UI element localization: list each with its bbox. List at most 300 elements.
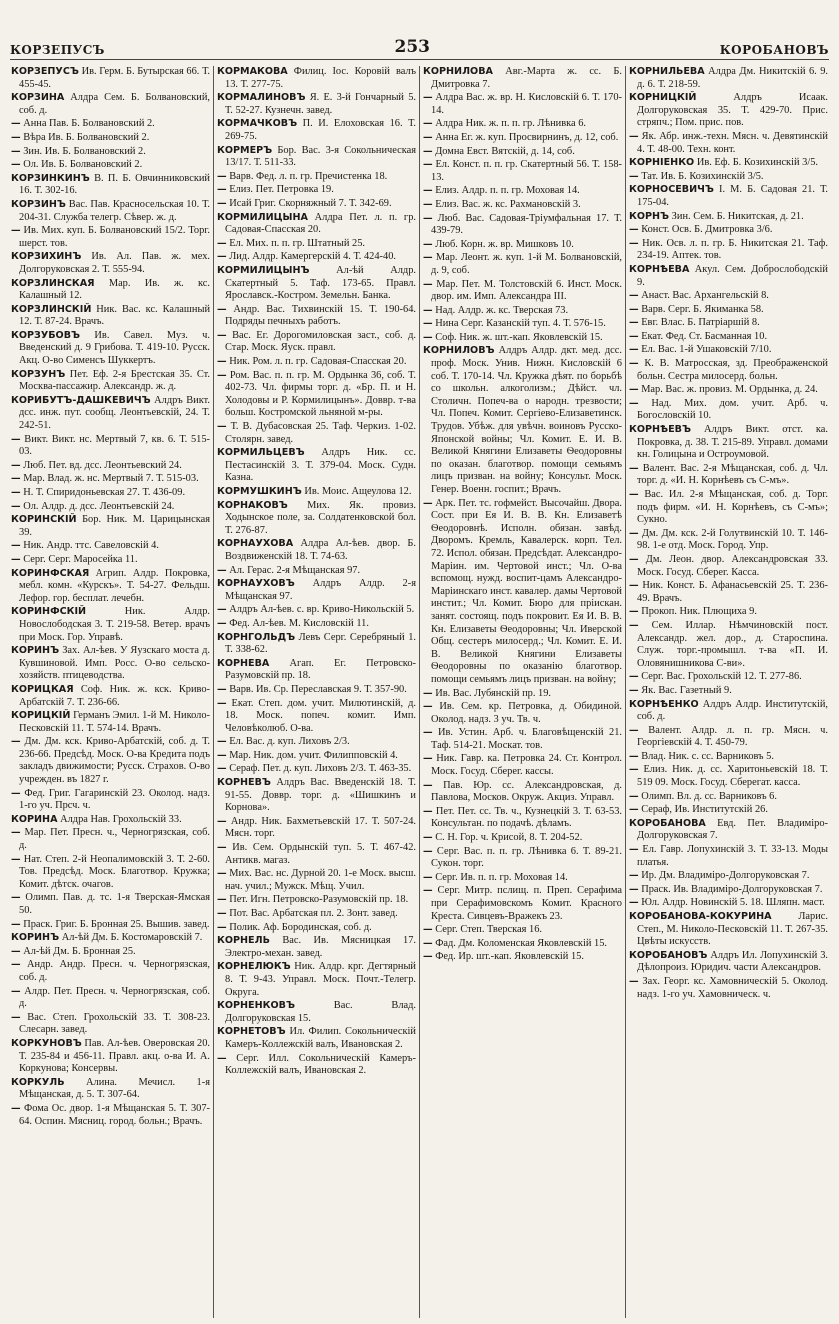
directory-column	[625, 66, 831, 1318]
entry-surname: —	[423, 331, 433, 343]
entry-surname: —	[629, 344, 639, 356]
directory-entry	[11, 514, 210, 539]
directory-entry	[629, 92, 828, 130]
entry-details: Алдръ Ил. Лопухинскій 3. Дѣлопроиз. Юридич. части Александров.	[637, 949, 828, 974]
entry-surname: КОРНИЦКІЙ	[629, 92, 697, 104]
entry-surname: КОРИЦКІЙ	[11, 710, 71, 722]
entry-surname: —	[217, 894, 227, 906]
entry-details: Пет. Еф. 2-я Брестская 35. Ст. Москва-пассажир. Александр. ж. д.	[19, 368, 210, 393]
entry-details: Пет. Игн. Петровско-Разумовскій пр. 18.	[226, 894, 409, 906]
entry-details: Люб. Пет. вд. дсс. Леонтьевский 24.	[20, 459, 182, 471]
directory-entry	[11, 827, 210, 852]
entry-details: Ир. Дм. Владиміро-Долгоруковская 7.	[638, 870, 810, 882]
entry-details: Влад. Ник. с. сс. Варниковъ 5.	[638, 750, 774, 762]
entry-surname: —	[423, 159, 433, 171]
directory-entry	[629, 976, 828, 1001]
entry-surname: —	[11, 736, 21, 748]
directory-entry	[423, 199, 622, 212]
entry-details: Зин. Ив. Б. Болвановский 2.	[20, 145, 146, 157]
entry-surname: —	[423, 238, 433, 250]
entry-surname: —	[423, 845, 433, 857]
entry-surname: КОРМАКОВА	[217, 66, 288, 77]
directory-entry	[11, 225, 210, 250]
directory-entry	[217, 842, 416, 867]
entry-surname: —	[11, 918, 21, 930]
directory-entry	[11, 278, 210, 303]
directory-entry	[629, 157, 828, 170]
entry-surname: —	[629, 844, 639, 856]
entry-details: Ром. Вас. п. п. гр. М. Ордынка 36, соб. Т. 402-73. Чл. фирмы торг. д. «Бр. П. и Н. Холодовы и Р. Кормилицынъ». Доввр. т-ва больш. Костромской льняной м-ры.	[225, 369, 416, 419]
entry-details: Мих. Як. провиз. Ходынское поле, за. Солдатенковской бол. Т. 276-87.	[225, 499, 416, 536]
entry-details: Алдръ Алдр. Институтскій, соб. д.	[637, 698, 828, 723]
entry-details: Фед. Григ. Гагаринскій 23. Околод. надз. 1-го уч. Прсч. ч.	[19, 787, 210, 812]
directory-entry	[217, 92, 416, 117]
entry-details: Филиц. Іос. Коровій валъ 13. Т. 277-75.	[225, 66, 416, 90]
directory-entry	[217, 935, 416, 960]
entry-surname: —	[11, 959, 21, 971]
directory-entry	[423, 318, 622, 331]
entry-surname: —	[11, 1011, 21, 1023]
directory-entry	[423, 92, 622, 117]
entry-details: К. В. Матросская, зд. Преображенской больн. Сестра милосерд. больн.	[637, 358, 828, 382]
entry-details: І. М. Б. Садовая 21. Т. 175-04.	[637, 184, 828, 208]
entry-surname: —	[217, 421, 227, 433]
directory-entry	[217, 816, 416, 841]
entry-surname: —	[11, 459, 21, 471]
directory-entry	[423, 332, 622, 345]
entry-surname: КОРНЕЛЬ	[217, 935, 270, 947]
entry-surname: КОРНИЛЬЕВА	[629, 66, 705, 77]
entry-details: Т. В. Дубасовская 25. Таф. Черкиз. 1-02. Столярн. завед.	[225, 421, 416, 445]
entry-surname: КОРНОСЕВИЧЪ	[629, 184, 714, 196]
directory-entry	[217, 145, 416, 170]
directory-entry	[423, 938, 622, 951]
entry-surname: —	[423, 871, 433, 883]
directory-entry	[11, 946, 210, 959]
entry-details: Алдра Ал-ѣев. двор. Б. Воздвиженскій 18. Т. 74-63.	[225, 538, 416, 562]
entry-surname: —	[11, 473, 21, 485]
entry-details: Анна Ег. ж. куп. Просвирнинъ, д. 12, соб.	[432, 131, 619, 143]
entry-surname: —	[629, 619, 639, 631]
header-left-guide-word: КОРЗЕПУСЪ	[10, 43, 105, 57]
directory-entry	[11, 251, 210, 276]
entry-surname: КОРНЕВА	[217, 657, 270, 669]
entry-surname: КОРОБАНОВА-КОКУРИНА	[629, 911, 772, 922]
entry-details: Соф. Ник. ж. шт.-кап. Яковлевскій 15.	[432, 331, 603, 343]
entry-details: Ив. Герм. Б. Бутырская 66. Т. 455-45.	[19, 66, 210, 90]
entry-surname: —	[629, 303, 639, 315]
entry-surname: —	[629, 750, 639, 762]
entry-details: Исай Григ. Скорняжный 7. Т. 342-69.	[226, 197, 392, 209]
entry-surname: КОРМАЛИНОВЪ	[217, 92, 306, 104]
directory-entry	[629, 725, 828, 750]
entry-surname: КОРЗИНКИНЪ	[11, 172, 90, 184]
entry-details: Елиз. Ник. д. сс. Харитоньевскій 18. Т. 519 09. Моск. Госуд. Сберегат. касса.	[637, 764, 828, 789]
entry-details: Як. Абр. инж.-техн. Мясн. ч. Девятинскій 4. Т. 48-00. Техн. конт.	[637, 130, 828, 155]
entry-details: Пет. Пет. сс. Тв. ч., Кузнецкій 3. Т. 63-53. Консультан. по подачѣ. дѣламъ.	[431, 805, 622, 830]
entry-details: Ив. Мих. куп. Б. Болвановский 15/2. Торг. шерст. тов.	[19, 225, 210, 249]
entry-surname: —	[11, 892, 21, 904]
entry-surname: —	[423, 885, 433, 897]
entry-details: Евд. Пет. Владиміро-Долгоруковская 7.	[637, 817, 828, 842]
entry-details: Пот. Вас. Арбатская пл. 2. Зонт. завед.	[226, 908, 398, 919]
entry-details: Агрип. Алдр. Покровка, мебл. комн. «Курскъ». Т. 54-27. Фельдш. Лефор. гор. бесплат. лечебн.	[19, 567, 210, 604]
entry-details: Серг. Вас. п. п. гр. Лѣнивка 6. Т. 89-21. Сукон. торг.	[431, 845, 622, 870]
entry-surname: —	[217, 815, 227, 827]
directory-entry	[217, 632, 416, 657]
entry-surname: —	[217, 1052, 227, 1064]
entry-surname: КОРИНФСКІЙ	[11, 606, 87, 618]
entry-details: Ив. Моис. Ащеулова 12.	[301, 486, 412, 497]
entry-surname: КОРМАЧКОВЪ	[217, 118, 298, 130]
entry-surname: —	[217, 170, 227, 182]
entry-details: Зах. Ал-ѣев. У Яузскаго моста д. Кувшиновой. Имп. Росс. О-во сельско-хозяйств. птицеводства.	[19, 645, 210, 682]
directory-entry	[629, 671, 828, 684]
entry-surname: —	[629, 684, 639, 696]
entry-surname: —	[217, 564, 227, 576]
entry-surname: —	[629, 290, 639, 302]
entry-details: Як. Вас. Газетный 9.	[638, 684, 732, 696]
entry-details: Олимп. Пав. д. тс. 1-я Тверская-Ямская 50.	[19, 892, 210, 916]
entry-surname: —	[217, 908, 227, 919]
entry-details: Ел. Мих. п. п. гр. Штатный 25.	[226, 237, 365, 249]
directory-entry	[423, 252, 622, 277]
directory-entry	[423, 239, 622, 252]
entry-surname: —	[11, 553, 21, 565]
entry-details: Алдръ Ник. сс. Пестасинскій 3. Т. 379-04. Моск. Судн. Казна.	[225, 447, 416, 484]
entry-details: Ил. Филип. Сокольническій Камеръ-Коллежскій валъ, Ивановская 2.	[225, 1026, 416, 1050]
entry-surname: —	[629, 397, 639, 409]
entry-details: Бор. Вас. 3-я Сокольническая 13/17. Т. 511-33.	[225, 144, 416, 169]
entry-surname: —	[629, 130, 639, 142]
entry-surname: КОРНѢЕВА	[629, 263, 690, 275]
entry-details: Акул. Сем. Доброслободскій 9.	[637, 263, 828, 288]
directory-entry	[11, 1103, 210, 1128]
entry-surname: —	[11, 159, 21, 171]
entry-surname: —	[629, 724, 639, 736]
directory-entry	[629, 489, 828, 527]
directory-entry	[629, 304, 828, 317]
directory-entry	[11, 173, 210, 198]
entry-details: Полик. Аф. Бородинская, соб. д.	[226, 921, 372, 933]
entry-details: Анна Пав. Б. Болвановский 2.	[20, 118, 155, 130]
entry-details: Фома Ос. двор. 1-я Мѣщанская 5. Т. 307-64. Оспин. Мясниц. город. больн.; Врачъ.	[19, 1102, 210, 1127]
entry-details: Алдра Пет. л. п. гр. Садовая-Спасская 20.	[225, 211, 416, 236]
entry-surname: —	[217, 329, 227, 341]
directory-entry	[629, 897, 828, 910]
directory-entry	[217, 868, 416, 893]
directory-entry	[629, 950, 828, 975]
entry-surname: —	[217, 237, 227, 249]
entry-surname: КОРНЪ	[629, 210, 670, 222]
entry-surname: —	[11, 225, 21, 237]
entry-surname: —	[11, 145, 21, 157]
entry-details: Алдръ Викт. дсс. инж. пут. сообщ. Леонтьевскій, 24. Т. 242-51.	[19, 394, 210, 432]
directory-entry	[629, 66, 828, 91]
entry-details: Елиз. Алдр. п. п. гр. Моховая 14.	[432, 185, 580, 197]
directory-entry	[217, 251, 416, 264]
entry-details: Зах. Георг. кс. Хамовническій 5. Околод. надз. 1-го уч. Хамовническ. ч.	[637, 975, 828, 1000]
entry-surname: КОРИНА	[11, 813, 58, 825]
directory-entry	[423, 885, 622, 923]
directory-entry	[217, 1000, 416, 1025]
directory-entry	[11, 986, 210, 1011]
entry-surname: —	[629, 330, 639, 342]
page-header	[10, 34, 829, 60]
directory-entry	[629, 554, 828, 579]
directory-entry	[423, 753, 622, 778]
directory-entry	[423, 118, 622, 131]
entry-details: Алдра Дм. Никитскій 6. 9. д. 6. Т. 218-59.	[637, 66, 828, 90]
entry-details: Алдра Вас. ж. вр. Н. Кисловскій 6. Т. 170-14.	[431, 92, 622, 116]
entry-details: Над. Алдр. ж. кс. Тверская 73.	[432, 304, 569, 316]
entry-surname: —	[629, 527, 639, 539]
entry-surname: —	[11, 787, 21, 799]
entry-surname: КОРНАУХОВЪ	[217, 578, 295, 590]
entry-details: Мих. Вас. нс. Дурной 20. 1-е Моск. высш. нач. учил.; Мужск. Мѣщ. Учил.	[225, 868, 416, 892]
directory-entry	[217, 330, 416, 355]
entry-details: Валент. Вас. 2-я Мѣщанская, соб. д. Чл. торг. д. «И. Н. Корнѣевъ съ С-мъ».	[637, 462, 828, 487]
entry-details: Праск. Ив. Владиміро-Долгоруковская 7.	[638, 883, 823, 895]
entry-details: Варв. Серг. Б. Якиманка 58.	[638, 303, 764, 315]
directory-entry	[217, 198, 416, 211]
entry-surname: —	[629, 883, 639, 895]
directory-entry	[423, 701, 622, 726]
directory-entry	[629, 317, 828, 330]
entry-details: Ив. Вас. Лубянскій пр. 19.	[432, 687, 552, 699]
entry-surname: —	[11, 827, 21, 839]
entry-surname: —	[11, 985, 21, 997]
entry-surname: КОРНГОЛЬДЪ	[217, 631, 296, 643]
entry-surname: —	[423, 687, 433, 699]
directory-entry	[217, 750, 416, 763]
entry-details: Люб. Корн. ж. вр. Мишковъ 10.	[432, 238, 574, 250]
entry-details: Серг. Серг. Маросейка 11.	[20, 553, 138, 565]
entry-details: Елиз. Пет. Петровка 19.	[226, 184, 334, 196]
entry-details: Сераф. Пет. д. куп. Лиховъ 2/3. Т. 463-35.	[226, 763, 412, 775]
directory-entry	[11, 395, 210, 433]
entry-surname: —	[423, 727, 433, 739]
directory-entry	[11, 919, 210, 932]
directory-entry	[629, 791, 828, 804]
entry-details: Валент. Алдр. л. п. гр. Мясн. ч. Георгіевскій 4. Т. 450-79.	[637, 724, 828, 749]
directory-entry	[217, 1026, 416, 1051]
directory-entry	[423, 132, 622, 145]
entry-surname: КОРНИЛОВЪ	[423, 345, 495, 357]
entry-surname: —	[629, 317, 639, 329]
entry-surname: КОРНѢЕВЪ	[629, 424, 691, 436]
entry-details: Алдръ Исаак. Долгоруковская 35. Т. 429-70. Прис. стряпч.; Пом. прис. пов.	[637, 92, 828, 129]
entry-details: Мар. Пет. Пресн. ч., Черногрязская, соб. д.	[19, 827, 210, 852]
entry-details: Ал. Герас. 2-я Мѣщанская 97.	[226, 564, 361, 576]
directory-entry	[217, 370, 416, 420]
directory-entry	[217, 184, 416, 197]
entry-surname: КОРНІЕНКО	[629, 157, 695, 169]
directory-entry	[629, 685, 828, 698]
entry-surname: КОРНЕТОВЪ	[217, 1026, 286, 1038]
directory-entry	[217, 684, 416, 697]
directory-entry	[217, 565, 416, 578]
entry-surname: —	[217, 617, 227, 629]
entry-details: Пав. Юр. сс. Александровская, д. Павлова, Москов. Окруж. Акциз. Управл.	[431, 779, 622, 804]
directory-entry	[217, 118, 416, 143]
entry-details: Соф. Ник. ж. кск. Криво-Арбатскій 7. Т. 236-66.	[19, 683, 210, 708]
directory-entry	[11, 788, 210, 813]
entry-surname: КОРНАКОВЪ	[217, 499, 288, 511]
entry-surname: —	[11, 487, 21, 498]
directory-entry	[423, 213, 622, 238]
entry-surname: —	[629, 606, 639, 618]
entry-surname: —	[423, 701, 433, 713]
entry-surname: КОРМИЛЬЦЕВЪ	[217, 447, 305, 459]
entry-surname: КОРМИЛИЦЫНЪ	[217, 264, 310, 276]
directory-entry	[629, 463, 828, 488]
entry-details: Ник. Конст. Б. Афанасьевскій 25. Т. 236-49. Врачъ.	[637, 580, 828, 604]
directory-entry	[423, 159, 622, 184]
entry-surname: —	[629, 897, 639, 909]
entry-details: Ал-ѣй Дм. Б. Бронная 25.	[20, 945, 136, 957]
directory-entry	[629, 211, 828, 224]
entry-surname: —	[217, 763, 227, 775]
entry-details: Ел. Гавр. Лопухинскій 3. Т. 33-13. Моды платья.	[637, 844, 828, 868]
entry-details: Андр. Ник. Бахметьевскій 17. Т. 507-24. Мясн. торг.	[225, 815, 416, 840]
directory-entry	[11, 146, 210, 159]
entry-details: Ив. Ал. Пав. ж. мех. Долгоруковская 2. Т. 555-94.	[19, 251, 210, 275]
entry-surname: КОРНАУХОВА	[217, 538, 294, 550]
entry-details: Андр. Вас. Тихвинскій 15. Т. 190-64. Подряды печныхъ работъ.	[225, 303, 416, 328]
entry-details: Вас. Пав. Красносельская 10. Т. 204-31. Служба телегр. Сѣвер. ж. д.	[19, 198, 210, 223]
directory-entry	[629, 184, 828, 209]
header-right-guide-word: КОРОБАНОВЪ	[719, 43, 829, 57]
directory-entry	[11, 92, 210, 117]
directory-entry	[217, 421, 416, 446]
entry-details: Алдръ Ал-ѣев. с. вр. Криво-Никольскій 5.	[226, 604, 415, 616]
directory-entry	[423, 498, 622, 687]
directory-entry	[11, 304, 210, 329]
directory-entry	[629, 804, 828, 817]
entry-surname: —	[217, 683, 227, 695]
directory-entry	[629, 398, 828, 423]
entry-details: Вас. Ив. Мясницкая 17. Электро-механ. завед.	[225, 935, 416, 959]
entry-surname: —	[629, 790, 639, 802]
entry-details: Ник. Андр. ттс. Савеловскій 4.	[20, 540, 159, 552]
entry-surname: КОРНИЛОВА	[423, 66, 493, 77]
entry-details: Евг. Влас. Б. Патріаршій 8.	[638, 317, 760, 329]
entry-details: Тат. Ив. Б. Козихинскій 3/5.	[638, 170, 764, 182]
entry-details: Ник. Ром. л. п. гр. Садовая-Спасская 20.	[226, 356, 407, 368]
entry-surname: КОРИНЪ	[11, 645, 60, 657]
entry-surname: —	[629, 671, 639, 683]
entry-surname: —	[629, 870, 639, 882]
entry-details: Ив. Устин. Арб. ч. Благовѣщенскій 21. Таф. 514-21. Москат. тов.	[431, 727, 622, 751]
entry-details: Ник. Алдр. Новослободская 3. Т. 219-58. Ветер. врачъ при Моск. Гор. Управѣ.	[19, 606, 210, 643]
entry-details: Конст. Осв. Б. Дмитровка 3/6.	[638, 224, 773, 236]
directory-entry	[423, 872, 622, 885]
directory-entry	[217, 304, 416, 329]
entry-surname: —	[423, 937, 433, 949]
entry-surname: —	[11, 500, 21, 512]
entry-surname: КОРЗЛИНСКАЯ	[11, 277, 95, 289]
directory-entry	[11, 854, 210, 892]
entry-details: Н. Т. Спиридоньевская 27. Т. 436-09.	[20, 487, 186, 498]
entry-surname: —	[217, 921, 227, 933]
entry-details: Прокоп. Ник. Плющиха 9.	[638, 606, 757, 618]
entry-surname: —	[629, 553, 639, 565]
entry-details: Екат. Фед. Ст. Басманная 10.	[638, 330, 768, 342]
entry-surname: КОРНЕЛЮКЪ	[217, 961, 291, 973]
entry-surname: —	[217, 842, 227, 854]
directory-column	[213, 66, 419, 1318]
entry-surname: —	[629, 764, 639, 776]
entry-surname: КОРНЕНКОВЪ	[217, 1000, 295, 1012]
entry-details: Олимп. Вл. д. сс. Варниковъ 6.	[638, 790, 777, 802]
directory-entry	[11, 606, 210, 644]
directory-columns	[8, 66, 831, 1318]
entry-details: Ел. Вас. д. куп. Лиховъ 2/3.	[226, 736, 350, 748]
entry-details: Алина. Мечисл. 1-я Мѣщанская, д. 5. Т. 307-64.	[19, 1076, 210, 1101]
directory-entry	[423, 279, 622, 304]
directory-entry	[423, 66, 622, 91]
entry-details: Варв. Ив. Ср. Переславская 9. Т. 357-90.	[226, 683, 407, 695]
entry-details: Ив. Сем. Ордынскій туп. 5. Т. 467-42. Антикв. магаз.	[225, 842, 416, 866]
entry-surname: —	[423, 304, 433, 316]
entry-details: Ив. Сем. кр. Петровка, д. Обидиной. Околод. надз. 3 уч. Тв. ч.	[431, 701, 622, 725]
entry-details: Мар. Леонт. ж. куп. 1-й М. Болвановскій, д. 9, соб.	[431, 252, 622, 276]
directory-entry	[423, 345, 622, 496]
entry-details: Алдр. Пет. Пресн. ч. Черногрязская, соб. д.	[19, 985, 210, 1010]
entry-surname: —	[629, 804, 639, 816]
entry-details: Ник. Вас. кс. Калашный 12. Т. 87-24. Врачъ.	[19, 303, 210, 328]
directory-entry	[217, 356, 416, 369]
entry-surname: —	[629, 975, 639, 987]
directory-entry	[629, 818, 828, 843]
directory-entry	[217, 486, 416, 499]
entry-surname: —	[423, 198, 433, 210]
directory-entry	[11, 132, 210, 145]
entry-details: Мар. Ник. дом. учит. Филипповскій 4.	[226, 749, 398, 761]
entry-surname: КОРЗИНЪ	[11, 198, 66, 210]
entry-surname: КОРЗИХИНЪ	[11, 251, 82, 263]
entry-details: Вас. Степ. Грохольскій 33. Т. 308-23. Слесарн. завед.	[19, 1011, 210, 1036]
entry-surname: —	[423, 185, 433, 197]
page-number: 253	[394, 37, 430, 57]
entry-details: Алдра Сем. Б. Болвановский, соб. д.	[19, 92, 210, 116]
entry-surname: КОРНѢЕНКО	[629, 698, 699, 710]
entry-surname: КОРОБАНОВА	[629, 817, 706, 829]
directory-entry	[11, 710, 210, 735]
directory-entry	[11, 434, 210, 459]
entry-details: Серг. Вас. Грохольскій 12. Т. 277-86.	[638, 671, 802, 683]
entry-details: Я. Е. 3-й Гончарный 5. Т. 52-27. Кузнечн. завед.	[225, 92, 416, 116]
directory-entry	[11, 1077, 210, 1102]
entry-surname: —	[629, 489, 639, 500]
directory-entry	[217, 698, 416, 736]
entry-details: Сем. Иллар. Нѣмчиновскій пост. Александр. жел. дор., д. Староспина. Служ. торг.-промышл. т-ва «П. И. Оловянишникова С-ви».	[637, 619, 828, 669]
entry-details: Арк. Пет. тс. гофмейст. Высочайш. Двора. Сост. при Ея И. В. В. Кн. Елизаветѣ Ѳеодоровнѣ. Исполн. обязан. завѣд. Дворомъ. Кремль, Кавалерск. корп. Тел. 72. Испол. обязан. Предсѣдат. Александро-Маріин. им. Чертовой инст.; Чл. О-ва вспомощ. нужд. воспит-цамъ Александро-Маріинскаго инст. кавалер. дамы Чертовой инстит.; Чл. Комит. Бюро для пріискан. занят. состоящ. подъ покровит. Ея И. В. В. Кн. Елизаветы Ѳеодоровны; Чл. Иверской Общ. сестеръ милосерд.; Чл. Комит. Е. И. В. Великой Княгини Елизаветы Ѳеодоровны по оказанію благотвор. помощи семьямъ лицъ призван. на войну;	[431, 497, 622, 685]
directory-entry	[629, 264, 828, 289]
entry-details: Германъ Эмил. 1-й М. Николо-Песковскій 11. Т. 574-14. Врачъ.	[19, 710, 210, 734]
entry-details: Дм. Леон. двор. Александровская 33. Моск. Госуд. Сберег. Касса.	[637, 553, 828, 578]
entry-surname: —	[11, 131, 21, 143]
directory-entry	[423, 688, 622, 701]
entry-surname: —	[629, 170, 639, 182]
entry-surname: КОРИНФСКАЯ	[11, 567, 90, 579]
directory-entry	[629, 384, 828, 397]
entry-details: Алдра Нав. Грохольскій 33.	[57, 813, 182, 825]
entry-surname: КОРНЕВЪ	[217, 777, 271, 789]
entry-details: Агап. Ег. Петровско-Разумовскій пр. 18.	[225, 657, 416, 682]
entry-details: Андр. Андр. Пресн. ч. Черногрязская, соб. д.	[19, 959, 210, 983]
